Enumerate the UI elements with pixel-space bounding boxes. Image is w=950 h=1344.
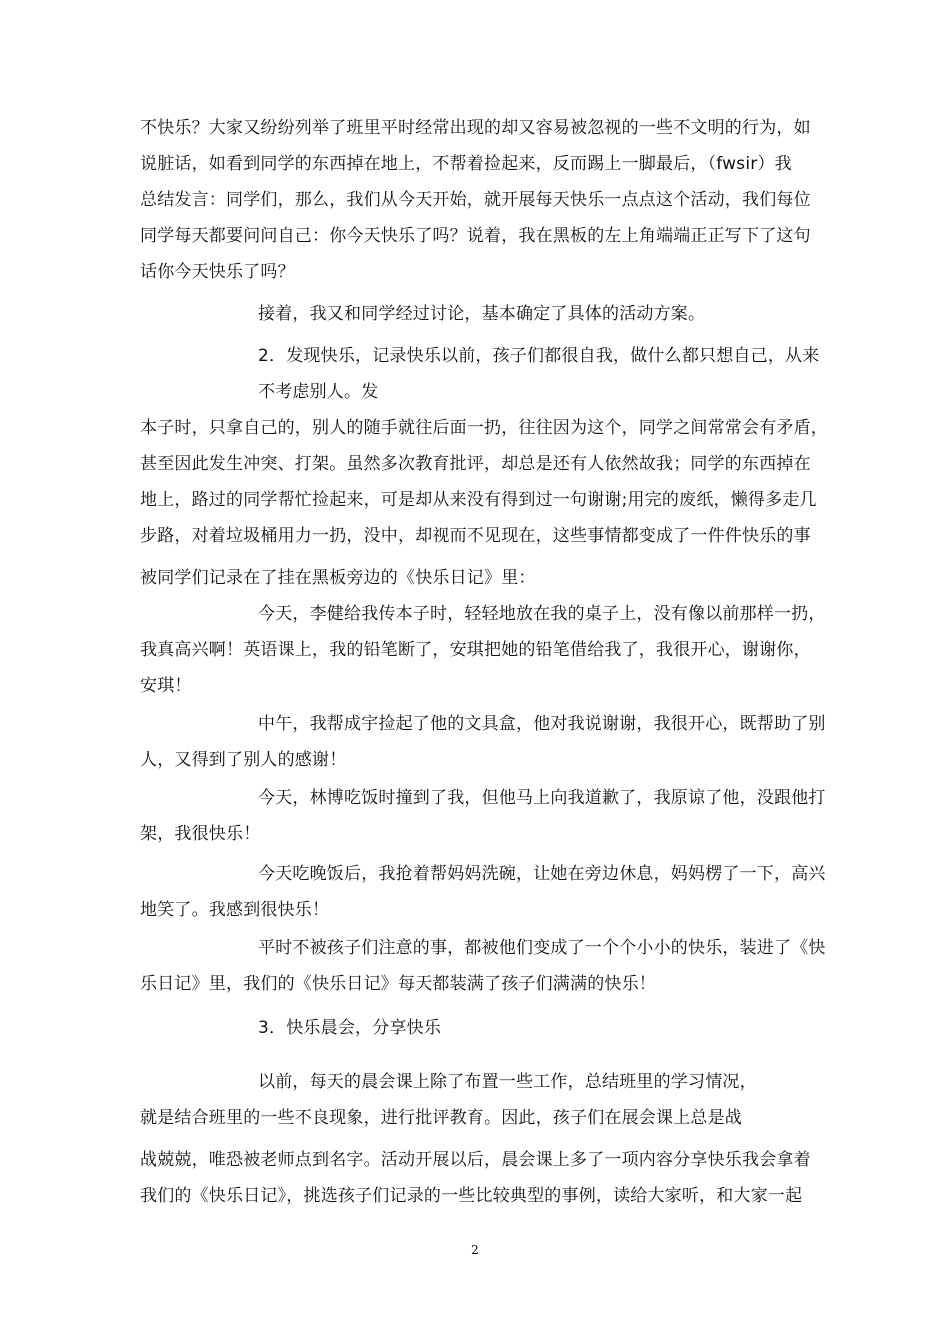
section-heading: 3．快乐晨会，分享快乐 (258, 1018, 442, 1038)
text-line: 我真高兴啊！英语课上，我的铅笔断了，安琪把她的铅笔借给我了，我很开心，谢谢你， (140, 640, 811, 660)
text-line: 就是结合班里的一些不良现象，进行批评教育。因此，孩子们在展会课上总是战 (140, 1108, 742, 1128)
text-line: 不快乐？大家又纷纷列举了班里平时经常出现的却又容易被忽视的一些不文明的行为，如 (140, 118, 811, 138)
text-line: 被同学们记录在了挂在黑板旁边的《快乐日记》里： (140, 568, 536, 588)
text-line: 中午，我帮成宇捡起了他的文具盒，他对我说谢谢，我很开心，既帮助了别 (258, 714, 826, 734)
text-line: 2．发现快乐，记录快乐以前，孩子们都很自我，做什么都只想自己，从来 (258, 346, 820, 366)
text-line: 甚至因此发生冲突、打架。虽然多次教育批评，却总是还有人依然故我；同学的东西掉在 (140, 454, 811, 474)
text-line: 架，我很快乐！ (140, 824, 261, 844)
text-line: 平时不被孩子们注意的事，都被他们变成了一个个小小的快乐，装进了《快 (258, 938, 826, 958)
text-line: 不考虑别人。发 (258, 382, 379, 402)
text-line: 同学每天都要问问自己：你今天快乐了吗？说着，我在黑板的左上角端端正正写下了这句 (140, 226, 811, 246)
text-line: 今天，林博吃饭时撞到了我，但他马上向我道歉了，我原谅了他，没跟他打 (258, 788, 826, 808)
text-line: 今天，李健给我传本子时，轻轻地放在我的桌子上，没有像以前那样一扔， (258, 604, 826, 624)
text-line: 安琪！ (140, 676, 192, 696)
text-line: 我们的《快乐日记》，挑选孩子们记录的一些比较典型的事例，读给大家听，和大家一起 (140, 1186, 803, 1206)
text-line: 接着，我又和同学经过讨论，基本确定了具体的活动方案。 (258, 304, 706, 324)
text-line: 地笑了。我感到很快乐！ (140, 900, 330, 920)
text-line: 以前，每天的晨会课上除了布置一些工作，总结班里的学习情况， (258, 1072, 757, 1092)
text-line: 总结发言：同学们，那么，我们从今天开始，就开展每天快乐一点点这个活动，我们每位 (140, 190, 811, 210)
text-line: 地上，路过的同学帮忙捡起来，可是却从来没有得到过一句谢谢;用完的废纸，懒得多走几 (140, 490, 817, 510)
text-line: 步路，对着垃圾桶用力一扔，没中，却视而不见现在，这些事情都变成了一件件快乐的事 (140, 526, 811, 546)
text-line: 人，又得到了别人的感谢！ (140, 750, 347, 770)
text-line: 战兢兢，唯恐被老师点到名字。活动开展以后，晨会课上多了一项内容分享快乐我会拿着 (140, 1150, 811, 1170)
text-line: 乐日记》里，我们的《快乐日记》每天都装满了孩子们满满的快乐！ (140, 974, 656, 994)
text-line: 今天吃晚饭后，我抢着帮妈妈洗碗，让她在旁边休息，妈妈楞了一下，高兴 (258, 864, 826, 884)
page-number: 2 (471, 1243, 479, 1257)
text-line: 本子时，只拿自己的，别人的随手就往后面一扔，往往因为这个，同学之间常常会有矛盾， (140, 418, 828, 438)
text-line: 说脏话，如看到同学的东西掉在地上，不帮着捡起来，反而踢上一脚最后，（fwsir）我 (140, 154, 792, 174)
text-line: 话你今天快乐了吗？ (140, 262, 295, 282)
